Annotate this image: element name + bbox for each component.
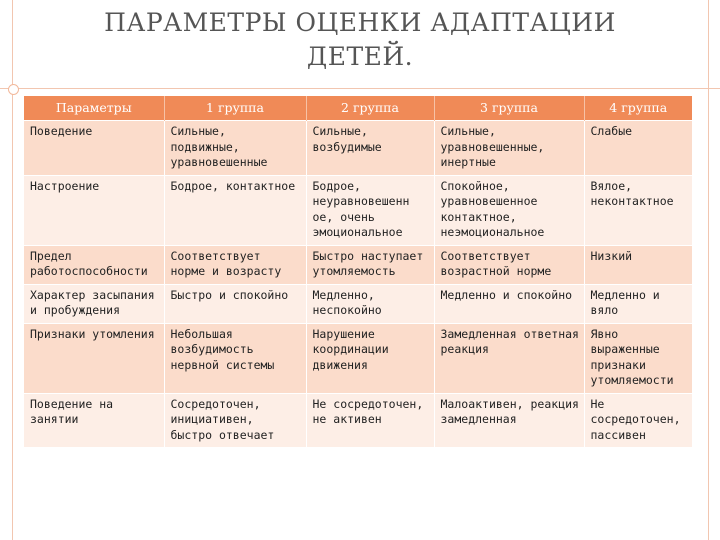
- cell-group-2: Сильные, возбудимые: [306, 121, 434, 176]
- frame-horizontal-line: [0, 88, 720, 89]
- cell-group-4: Медленно и вяло: [584, 284, 692, 323]
- parameters-table: [24, 96, 692, 447]
- cell-group-3: Малоактивен, реакция замедленная: [434, 393, 584, 447]
- cell-group-2: Медленно, неспокойно: [306, 284, 434, 323]
- table-row: [24, 284, 692, 323]
- cell-group-3: Спокойное, уравновешенное контактное, неэмоциональное: [434, 175, 584, 245]
- cell-group-1: Быстро и спокойно: [164, 284, 306, 323]
- cell-group-3: Замедленная ответная реакция: [434, 323, 584, 393]
- table-row: [24, 121, 692, 176]
- cell-group-2: Не сосредоточен, не активен: [306, 393, 434, 447]
- cell-group-3: Соответствует возрастной норме: [434, 245, 584, 284]
- cell-group-4: Не сосредоточен, пассивен: [584, 393, 692, 447]
- header-group-4: 4 группа: [584, 96, 692, 121]
- cell-parameter: Признаки утомления: [24, 323, 164, 393]
- table-header-row: [24, 96, 692, 121]
- cell-parameter: Характер засыпания и пробуждения: [24, 284, 164, 323]
- table-row: [24, 175, 692, 245]
- header-group-1: 1 группа: [164, 96, 306, 121]
- header-group-2: 2 группа: [306, 96, 434, 121]
- cell-group-1: Сильные, подвижные, уравновешенные: [164, 121, 306, 176]
- cell-group-2: Бодрое, неуравновешенн ое, очень эмоциональное: [306, 175, 434, 245]
- table-row: [24, 323, 692, 393]
- cell-group-4: Явно выраженные признаки утомляемости: [584, 323, 692, 393]
- frame-right-line: [708, 0, 709, 540]
- cell-group-4: Слабые: [584, 121, 692, 176]
- frame-corner-dot: [8, 84, 19, 95]
- cell-group-1: Небольшая возбудимость нервной системы: [164, 323, 306, 393]
- cell-group-2: Быстро наступает утомляемость: [306, 245, 434, 284]
- cell-parameter: Поведение: [24, 121, 164, 176]
- cell-group-1: Соответствует норме и возрасту: [164, 245, 306, 284]
- cell-group-3: Сильные, уравновешенные, инертные: [434, 121, 584, 176]
- cell-group-4: Низкий: [584, 245, 692, 284]
- slide-title: ПАРАМЕТРЫ ОЦЕНКИ АДАПТАЦИИ ДЕТЕЙ.: [104, 8, 616, 71]
- frame-vertical-line: [12, 0, 13, 540]
- cell-group-2: Нарушение координации движения: [306, 323, 434, 393]
- cell-parameter: Настроение: [24, 175, 164, 245]
- table-row: [24, 393, 692, 447]
- cell-group-1: Сосредоточен, инициативен, быстро отвечает: [164, 393, 306, 447]
- cell-group-4: Вялое, неконтактное: [584, 175, 692, 245]
- table-row: [24, 245, 692, 284]
- cell-parameter: Поведение на занятии: [24, 393, 164, 447]
- header-group-3: 3 группа: [434, 96, 584, 121]
- cell-parameter: Предел работоспособности: [24, 245, 164, 284]
- cell-group-1: Бодрое, контактное: [164, 175, 306, 245]
- cell-group-3: Медленно и спокойно: [434, 284, 584, 323]
- header-parameters: Параметры: [24, 96, 164, 121]
